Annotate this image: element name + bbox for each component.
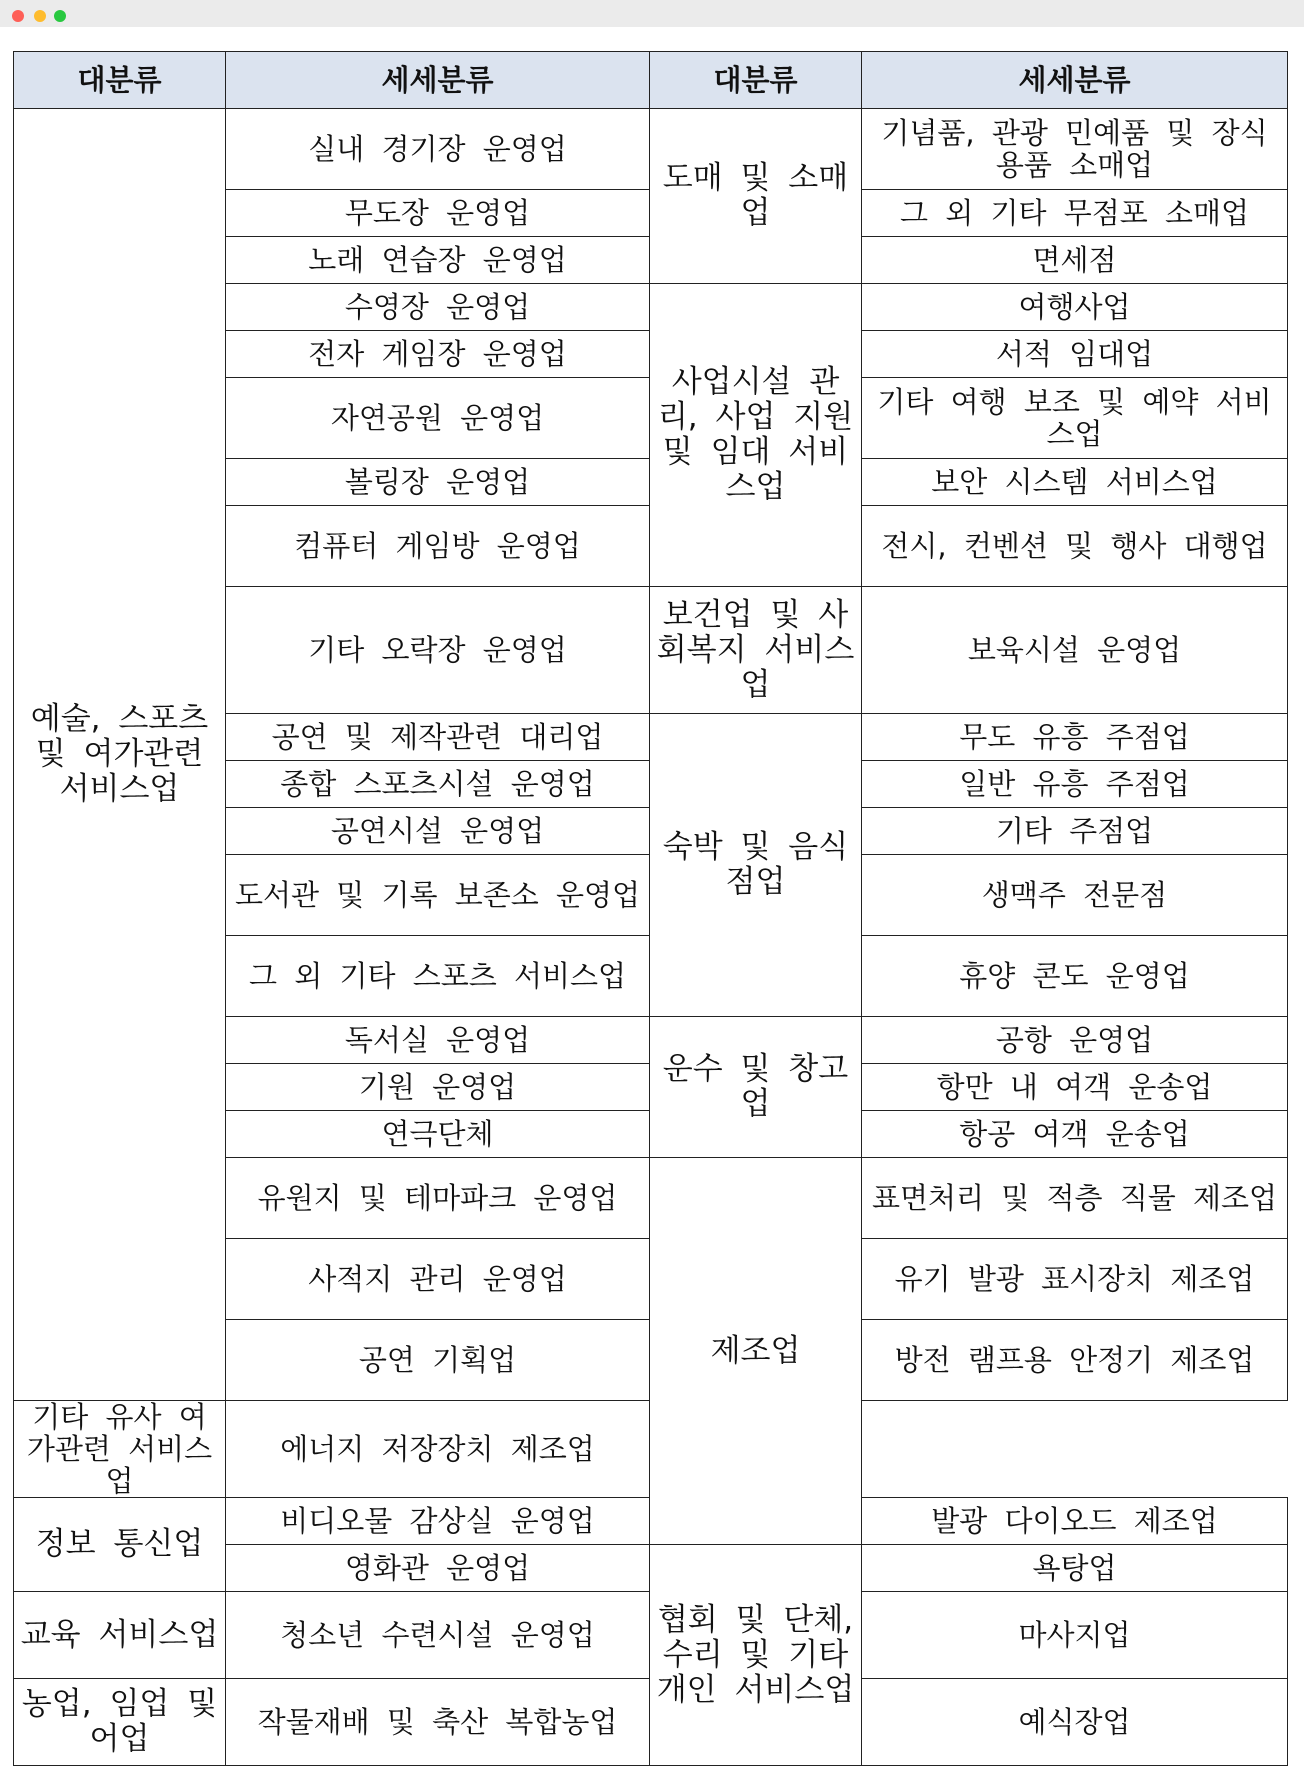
detail-cell: 전시, 컨벤션 및 행사 대행업 <box>862 506 1288 587</box>
detail-cell: 그 외 기타 무점포 소매업 <box>862 190 1288 237</box>
detail-cell: 공항 운영업 <box>862 1017 1288 1064</box>
detail-cell: 수영장 운영업 <box>226 284 650 331</box>
detail-cell: 그 외 기타 스포츠 서비스업 <box>226 936 650 1017</box>
detail-cell: 청소년 수련시설 운영업 <box>226 1592 650 1679</box>
header-detailed-category-left: 세세분류 <box>226 52 650 109</box>
detail-cell: 무도장 운영업 <box>226 190 650 237</box>
detail-cell: 방전 램프용 안정기 제조업 <box>862 1320 1288 1401</box>
header-detailed-category-right: 세세분류 <box>862 52 1288 109</box>
detail-cell: 컴퓨터 게임방 운영업 <box>226 506 650 587</box>
detail-cell: 면세점 <box>862 237 1288 284</box>
header-major-category-left: 대분류 <box>14 52 226 109</box>
major-category-cell: 숙박 및 음식점업 <box>650 714 862 1017</box>
detail-cell: 욕탕업 <box>862 1545 1288 1592</box>
major-category-cell: 사업시설 관리, 사업 지원 및 임대 서비스업 <box>650 284 862 587</box>
detail-cell: 비디오물 감상실 운영업 <box>226 1498 650 1545</box>
industry-classification-table <box>13 51 1288 1766</box>
detail-cell: 예식장업 <box>862 1679 1288 1766</box>
detail-cell: 종합 스포츠시설 운영업 <box>226 761 650 808</box>
detail-cell: 보육시설 운영업 <box>862 587 1288 714</box>
major-category-cell: 보건업 및 사회복지 서비스업 <box>650 587 862 714</box>
major-category-cell: 교육 서비스업 <box>14 1592 226 1679</box>
maximize-window-button[interactable] <box>54 10 66 22</box>
detail-cell: 보안 시스템 서비스업 <box>862 459 1288 506</box>
detail-cell: 독서실 운영업 <box>226 1017 650 1064</box>
major-category-cell: 협회 및 단체, 수리 및 기타 개인 서비스업 <box>650 1545 862 1766</box>
detail-cell: 기타 주점업 <box>862 808 1288 855</box>
detail-cell: 발광 다이오드 제조업 <box>862 1498 1288 1545</box>
detail-cell: 무도 유흥 주점업 <box>862 714 1288 761</box>
table-row <box>14 109 1288 190</box>
detail-cell: 공연시설 운영업 <box>226 808 650 855</box>
detail-cell: 휴양 콘도 운영업 <box>862 936 1288 1017</box>
detail-cell: 표면처리 및 적층 직물 제조업 <box>862 1158 1288 1239</box>
detail-cell: 연극단체 <box>226 1111 650 1158</box>
detail-cell: 실내 경기장 운영업 <box>226 109 650 190</box>
detail-cell: 기원 운영업 <box>226 1064 650 1111</box>
detail-cell: 영화관 운영업 <box>226 1545 650 1592</box>
detail-cell: 유기 발광 표시장치 제조업 <box>862 1239 1288 1320</box>
detail-cell: 전자 게임장 운영업 <box>226 331 650 378</box>
detail-cell: 에너지 저장장치 제조업 <box>226 1401 650 1498</box>
major-category-cell: 제조업 <box>650 1158 862 1545</box>
detail-cell: 서적 임대업 <box>862 331 1288 378</box>
detail-cell: 공연 및 제작관련 대리업 <box>226 714 650 761</box>
major-category-cell: 정보 통신업 <box>14 1498 226 1592</box>
detail-cell: 볼링장 운영업 <box>226 459 650 506</box>
detail-cell: 항공 여객 운송업 <box>862 1111 1288 1158</box>
detail-cell: 기타 오락장 운영업 <box>226 587 650 714</box>
header-major-category-right: 대분류 <box>650 52 862 109</box>
minimize-window-button[interactable] <box>34 10 46 22</box>
detail-cell: 기타 여행 보조 및 예약 서비스업 <box>862 378 1288 459</box>
detail-cell: 마사지업 <box>862 1592 1288 1679</box>
detail-cell: 사적지 관리 운영업 <box>226 1239 650 1320</box>
detail-cell: 작물재배 및 축산 복합농업 <box>226 1679 650 1766</box>
detail-cell: 유원지 및 테마파크 운영업 <box>226 1158 650 1239</box>
major-category-cell: 예술, 스포츠 및 여가관련 서비스업 <box>14 109 226 1401</box>
detail-cell: 일반 유흥 주점업 <box>862 761 1288 808</box>
detail-cell: 도서관 및 기록 보존소 운영업 <box>226 855 650 936</box>
detail-cell: 생맥주 전문점 <box>862 855 1288 936</box>
major-category-cell: 운수 및 창고업 <box>650 1017 862 1158</box>
detail-cell: 기념품, 관광 민예품 및 장식용품 소매업 <box>862 109 1288 190</box>
close-window-button[interactable] <box>12 10 24 22</box>
detail-cell: 노래 연습장 운영업 <box>226 237 650 284</box>
detail-cell: 자연공원 운영업 <box>226 378 650 459</box>
major-category-cell: 도매 및 소매업 <box>650 109 862 284</box>
detail-cell: 항만 내 여객 운송업 <box>862 1064 1288 1111</box>
document-content <box>13 51 1288 1766</box>
detail-cell: 공연 기획업 <box>226 1320 650 1401</box>
detail-cell: 여행사업 <box>862 284 1288 331</box>
table-header-row <box>14 52 1288 109</box>
detail-cell: 기타 유사 여가관련 서비스업 <box>14 1401 226 1498</box>
title-bar <box>0 0 1304 27</box>
major-category-cell: 농업, 임업 및 어업 <box>14 1679 226 1766</box>
